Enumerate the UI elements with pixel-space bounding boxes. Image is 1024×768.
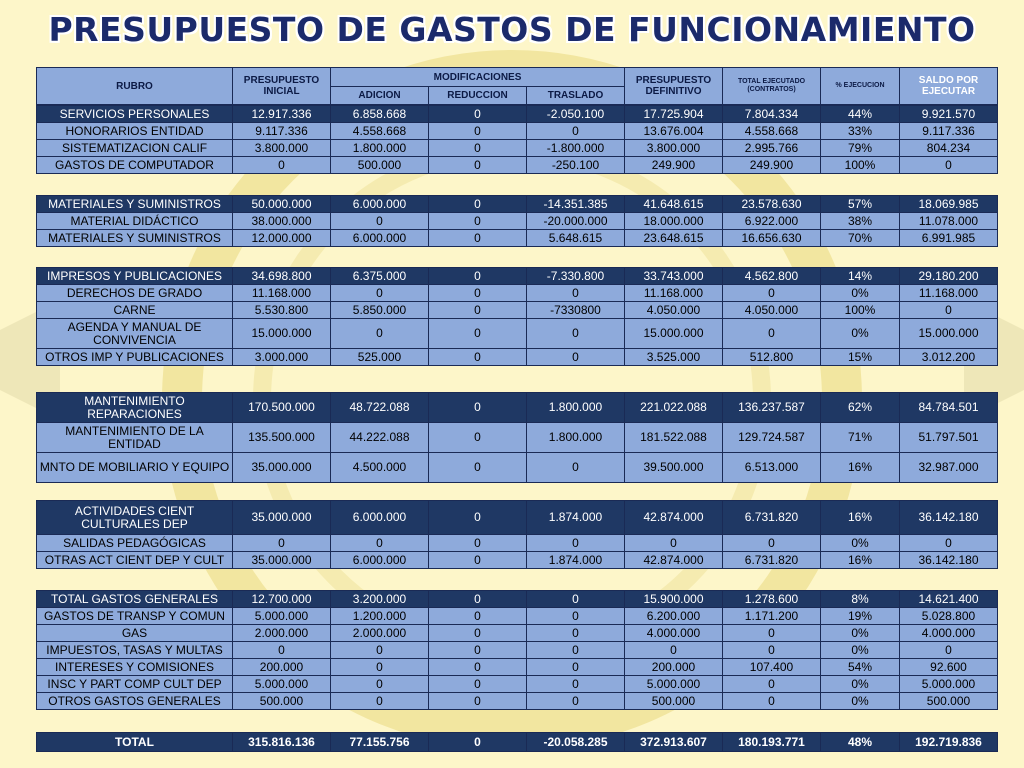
row-label-cell: OTRAS ACT CIENT DEP Y CULT bbox=[37, 552, 233, 569]
value-cell: 6.000.000 bbox=[331, 230, 429, 247]
header-modificaciones: MODIFICACIONES bbox=[331, 68, 625, 87]
value-cell: 200.000 bbox=[625, 659, 723, 676]
value-cell: 4.500.000 bbox=[331, 453, 429, 483]
value-cell: 11.168.000 bbox=[900, 285, 998, 302]
value-cell: 0 bbox=[429, 642, 527, 659]
value-cell: 0 bbox=[723, 625, 821, 642]
value-cell: 1.278.600 bbox=[723, 591, 821, 608]
value-cell: 17.725.904 bbox=[625, 106, 723, 123]
row-label-cell: IMPRESOS Y PUBLICACIONES bbox=[37, 268, 233, 285]
table-row bbox=[37, 552, 998, 569]
value-cell: 32.987.000 bbox=[900, 453, 998, 483]
value-cell: 50.000.000 bbox=[233, 196, 331, 213]
value-cell: 0% bbox=[821, 625, 900, 642]
value-cell: 44.222.088 bbox=[331, 423, 429, 453]
value-cell: 0% bbox=[821, 285, 900, 302]
value-cell: 5.000.000 bbox=[233, 608, 331, 625]
value-cell: 3.800.000 bbox=[625, 140, 723, 157]
value-cell: -20.000.000 bbox=[527, 213, 625, 230]
value-cell: 0 bbox=[429, 319, 527, 349]
row-label-cell: AGENDA Y MANUAL DE CONVIVENCIA bbox=[37, 319, 233, 349]
row-label-cell: OTROS GASTOS GENERALES bbox=[37, 693, 233, 710]
value-cell: 0 bbox=[331, 213, 429, 230]
value-cell: 0 bbox=[429, 123, 527, 140]
value-cell: 0 bbox=[527, 659, 625, 676]
header-saldo: SALDO POR EJECUTAR bbox=[900, 68, 998, 105]
value-cell: 19% bbox=[821, 608, 900, 625]
row-label-cell: MATERIAL DIDÁCTICO bbox=[37, 213, 233, 230]
value-cell: 8% bbox=[821, 591, 900, 608]
group-summary-row bbox=[37, 196, 998, 213]
value-cell: 6.991.985 bbox=[900, 230, 998, 247]
value-cell: 1.800.000 bbox=[527, 423, 625, 453]
table-row bbox=[37, 608, 998, 625]
value-cell: 0 bbox=[723, 285, 821, 302]
value-cell: 1.874.000 bbox=[527, 501, 625, 535]
table-row bbox=[37, 625, 998, 642]
value-cell: 4.562.800 bbox=[723, 268, 821, 285]
value-cell: 3.012.200 bbox=[900, 349, 998, 366]
value-cell: 16% bbox=[821, 501, 900, 535]
value-cell: 3.000.000 bbox=[233, 349, 331, 366]
table-row bbox=[37, 453, 998, 483]
row-label-cell: TOTAL GASTOS GENERALES bbox=[37, 591, 233, 608]
value-cell: 5.850.000 bbox=[331, 302, 429, 319]
header-total-ejecutado: TOTAL EJECUTADO (CONTRATOS) bbox=[723, 68, 821, 105]
value-cell: 0 bbox=[429, 608, 527, 625]
value-cell: 0 bbox=[625, 535, 723, 552]
value-cell: 500.000 bbox=[233, 693, 331, 710]
row-label-cell: INSC Y PART COMP CULT DEP bbox=[37, 676, 233, 693]
header-traslado: TRASLADO bbox=[527, 87, 625, 105]
value-cell: 0 bbox=[429, 453, 527, 483]
value-cell: 372.913.607 bbox=[625, 733, 723, 752]
value-cell: 7.804.334 bbox=[723, 106, 821, 123]
value-cell: 6.000.000 bbox=[331, 501, 429, 535]
budget-group-table bbox=[36, 267, 998, 366]
value-cell: 6.922.000 bbox=[723, 213, 821, 230]
value-cell: 77.155.756 bbox=[331, 733, 429, 752]
value-cell: 181.522.088 bbox=[625, 423, 723, 453]
value-cell: 525.000 bbox=[331, 349, 429, 366]
table-row bbox=[37, 319, 998, 349]
table-row bbox=[37, 302, 998, 319]
table-row bbox=[37, 676, 998, 693]
value-cell: 15.000.000 bbox=[233, 319, 331, 349]
value-cell: 0 bbox=[429, 552, 527, 569]
value-cell: 170.500.000 bbox=[233, 393, 331, 423]
value-cell: 0 bbox=[723, 319, 821, 349]
value-cell: 35.000.000 bbox=[233, 501, 331, 535]
value-cell: 2.000.000 bbox=[331, 625, 429, 642]
value-cell: 129.724.587 bbox=[723, 423, 821, 453]
value-cell: 0 bbox=[429, 213, 527, 230]
value-cell: 0 bbox=[900, 302, 998, 319]
value-cell: 0 bbox=[331, 535, 429, 552]
value-cell: 36.142.180 bbox=[900, 552, 998, 569]
value-cell: 15.000.000 bbox=[625, 319, 723, 349]
value-cell: 0 bbox=[429, 302, 527, 319]
value-cell: -14.351.385 bbox=[527, 196, 625, 213]
value-cell: 180.193.771 bbox=[723, 733, 821, 752]
table-row bbox=[37, 285, 998, 302]
value-cell: 33% bbox=[821, 123, 900, 140]
header-presupuesto-definitivo: PRESUPUESTO DEFINITIVO bbox=[625, 68, 723, 105]
budget-group-table bbox=[36, 590, 998, 710]
value-cell: 0 bbox=[429, 196, 527, 213]
row-label-cell: MANTENIMIENTO REPARACIONES bbox=[37, 393, 233, 423]
value-cell: 1.171.200 bbox=[723, 608, 821, 625]
value-cell: 71% bbox=[821, 423, 900, 453]
value-cell: 4.000.000 bbox=[900, 625, 998, 642]
value-cell: 41.648.615 bbox=[625, 196, 723, 213]
value-cell: 1.800.000 bbox=[331, 140, 429, 157]
value-cell: 0 bbox=[429, 625, 527, 642]
table-row bbox=[37, 693, 998, 710]
value-cell: 35.000.000 bbox=[233, 453, 331, 483]
row-label-cell: MANTENIMIENTO DE LA ENTIDAD bbox=[37, 423, 233, 453]
value-cell: 29.180.200 bbox=[900, 268, 998, 285]
value-cell: 0 bbox=[527, 591, 625, 608]
value-cell: 51.797.501 bbox=[900, 423, 998, 453]
value-cell: 0 bbox=[233, 535, 331, 552]
value-cell: 38% bbox=[821, 213, 900, 230]
value-cell: 1.874.000 bbox=[527, 552, 625, 569]
row-label-cell: INTERESES Y COMISIONES bbox=[37, 659, 233, 676]
value-cell: 48% bbox=[821, 733, 900, 752]
value-cell: 2.000.000 bbox=[233, 625, 331, 642]
row-label-cell: GASTOS DE COMPUTADOR bbox=[37, 157, 233, 174]
value-cell: 0 bbox=[527, 625, 625, 642]
value-cell: 249.900 bbox=[723, 157, 821, 174]
group-summary-row bbox=[37, 393, 998, 423]
budget-group-table bbox=[36, 392, 998, 483]
value-cell: 0 bbox=[527, 642, 625, 659]
value-cell: 5.000.000 bbox=[625, 676, 723, 693]
value-cell: 0 bbox=[429, 349, 527, 366]
row-label-cell: MNTO DE MOBILIARIO Y EQUIPO bbox=[37, 453, 233, 483]
row-label-cell: SISTEMATIZACION CALIF bbox=[37, 140, 233, 157]
value-cell: 0 bbox=[527, 285, 625, 302]
value-cell: 6.375.000 bbox=[331, 268, 429, 285]
row-label-cell: MATERIALES Y SUMINISTROS bbox=[37, 230, 233, 247]
value-cell: 0 bbox=[429, 157, 527, 174]
value-cell: 16.656.630 bbox=[723, 230, 821, 247]
value-cell: 0 bbox=[429, 285, 527, 302]
value-cell: 15.900.000 bbox=[625, 591, 723, 608]
value-cell: 0 bbox=[625, 642, 723, 659]
value-cell: 0 bbox=[331, 676, 429, 693]
value-cell: 15% bbox=[821, 349, 900, 366]
value-cell: 34.698.800 bbox=[233, 268, 331, 285]
value-cell: 0 bbox=[331, 659, 429, 676]
value-cell: 0 bbox=[331, 642, 429, 659]
group-summary-row bbox=[37, 106, 998, 123]
value-cell: 0% bbox=[821, 676, 900, 693]
group-summary-row bbox=[37, 268, 998, 285]
value-cell: 0 bbox=[527, 123, 625, 140]
value-cell: 1.800.000 bbox=[527, 393, 625, 423]
value-cell: 0 bbox=[429, 659, 527, 676]
value-cell: 0 bbox=[527, 349, 625, 366]
value-cell: 11.168.000 bbox=[625, 285, 723, 302]
value-cell: 9.117.336 bbox=[900, 123, 998, 140]
value-cell: 4.558.668 bbox=[723, 123, 821, 140]
value-cell: 6.731.820 bbox=[723, 501, 821, 535]
value-cell: 54% bbox=[821, 659, 900, 676]
value-cell: 249.900 bbox=[625, 157, 723, 174]
value-cell: 0 bbox=[429, 535, 527, 552]
value-cell: 0 bbox=[527, 693, 625, 710]
value-cell: 0 bbox=[429, 423, 527, 453]
value-cell: 135.500.000 bbox=[233, 423, 331, 453]
row-label-cell: SERVICIOS PERSONALES bbox=[37, 106, 233, 123]
value-cell: 0 bbox=[723, 676, 821, 693]
row-label-cell: TOTAL bbox=[37, 733, 233, 752]
row-label-cell: GASTOS DE TRANSP Y COMUN bbox=[37, 608, 233, 625]
value-cell: 92.600 bbox=[900, 659, 998, 676]
header-rubro: RUBRO bbox=[37, 68, 233, 105]
value-cell: 100% bbox=[821, 302, 900, 319]
value-cell: 221.022.088 bbox=[625, 393, 723, 423]
value-cell: 5.028.800 bbox=[900, 608, 998, 625]
value-cell: -20.058.285 bbox=[527, 733, 625, 752]
value-cell: 0 bbox=[233, 642, 331, 659]
value-cell: 9.921.570 bbox=[900, 106, 998, 123]
value-cell: 11.168.000 bbox=[233, 285, 331, 302]
value-cell: 12.917.336 bbox=[233, 106, 331, 123]
value-cell: -2.050.100 bbox=[527, 106, 625, 123]
value-cell: 42.874.000 bbox=[625, 501, 723, 535]
value-cell: 5.648.615 bbox=[527, 230, 625, 247]
value-cell: -250.100 bbox=[527, 157, 625, 174]
value-cell: 4.558.668 bbox=[331, 123, 429, 140]
value-cell: 44% bbox=[821, 106, 900, 123]
value-cell: 4.050.000 bbox=[723, 302, 821, 319]
value-cell: 0 bbox=[429, 591, 527, 608]
header-presupuesto-inicial: PRESUPUESTO INICIAL bbox=[233, 68, 331, 105]
row-label-cell: DERECHOS DE GRADO bbox=[37, 285, 233, 302]
value-cell: 0% bbox=[821, 642, 900, 659]
row-label-cell: GAS bbox=[37, 625, 233, 642]
row-label-cell: ACTIVIDADES CIENT CULTURALES DEP bbox=[37, 501, 233, 535]
value-cell: 0 bbox=[429, 501, 527, 535]
value-cell: 5.000.000 bbox=[233, 676, 331, 693]
value-cell: 9.117.336 bbox=[233, 123, 331, 140]
value-cell: -1.800.000 bbox=[527, 140, 625, 157]
value-cell: 0 bbox=[429, 676, 527, 693]
value-cell: 0% bbox=[821, 319, 900, 349]
budget-group-table bbox=[36, 732, 998, 752]
value-cell: 200.000 bbox=[233, 659, 331, 676]
row-label-cell: MATERIALES Y SUMINISTROS bbox=[37, 196, 233, 213]
table-row bbox=[37, 213, 998, 230]
row-label-cell: CARNE bbox=[37, 302, 233, 319]
table-row bbox=[37, 659, 998, 676]
value-cell: 12.700.000 bbox=[233, 591, 331, 608]
value-cell: 79% bbox=[821, 140, 900, 157]
budget-group-table bbox=[36, 195, 998, 247]
value-cell: 57% bbox=[821, 196, 900, 213]
value-cell: 804.234 bbox=[900, 140, 998, 157]
value-cell: 2.995.766 bbox=[723, 140, 821, 157]
value-cell: 192.719.836 bbox=[900, 733, 998, 752]
value-cell: 3.200.000 bbox=[331, 591, 429, 608]
value-cell: 3.800.000 bbox=[233, 140, 331, 157]
page-title: PRESUPUESTO DE GASTOS DE FUNCIONAMIENTO bbox=[48, 10, 976, 49]
value-cell: 0 bbox=[429, 268, 527, 285]
value-cell: 0 bbox=[723, 535, 821, 552]
header-reduccion: REDUCCION bbox=[429, 87, 527, 105]
value-cell: 16% bbox=[821, 552, 900, 569]
value-cell: 0 bbox=[527, 453, 625, 483]
row-label-cell: OTROS IMP Y PUBLICACIONES bbox=[37, 349, 233, 366]
value-cell: 0 bbox=[331, 285, 429, 302]
value-cell: 39.500.000 bbox=[625, 453, 723, 483]
table-row bbox=[37, 140, 998, 157]
value-cell: 6.200.000 bbox=[625, 608, 723, 625]
value-cell: 0 bbox=[900, 642, 998, 659]
value-cell: 16% bbox=[821, 453, 900, 483]
table-row bbox=[37, 349, 998, 366]
value-cell: 62% bbox=[821, 393, 900, 423]
budget-group-table bbox=[36, 105, 998, 174]
table-row bbox=[37, 123, 998, 140]
value-cell: 36.142.180 bbox=[900, 501, 998, 535]
value-cell: 0 bbox=[527, 608, 625, 625]
value-cell: 6.731.820 bbox=[723, 552, 821, 569]
value-cell: 48.722.088 bbox=[331, 393, 429, 423]
value-cell: 107.400 bbox=[723, 659, 821, 676]
total-row bbox=[37, 733, 998, 752]
header-adicion: ADICION bbox=[331, 87, 429, 105]
header-porc-ejecucion: % EJECUCION bbox=[821, 68, 900, 105]
value-cell: 23.648.615 bbox=[625, 230, 723, 247]
value-cell: 15.000.000 bbox=[900, 319, 998, 349]
table-row bbox=[37, 157, 998, 174]
table-row bbox=[37, 423, 998, 453]
value-cell: 4.000.000 bbox=[625, 625, 723, 642]
value-cell: 500.000 bbox=[900, 693, 998, 710]
value-cell: 11.078.000 bbox=[900, 213, 998, 230]
value-cell: 84.784.501 bbox=[900, 393, 998, 423]
table-row bbox=[37, 230, 998, 247]
table-row bbox=[37, 642, 998, 659]
value-cell: 512.800 bbox=[723, 349, 821, 366]
value-cell: 14% bbox=[821, 268, 900, 285]
group-summary-row bbox=[37, 501, 998, 535]
value-cell: 0 bbox=[331, 693, 429, 710]
value-cell: 0 bbox=[723, 693, 821, 710]
value-cell: 13.676.004 bbox=[625, 123, 723, 140]
value-cell: 0 bbox=[429, 693, 527, 710]
value-cell: 0 bbox=[429, 140, 527, 157]
value-cell: 0 bbox=[429, 106, 527, 123]
value-cell: 14.621.400 bbox=[900, 591, 998, 608]
value-cell: 5.000.000 bbox=[900, 676, 998, 693]
value-cell: 0 bbox=[429, 230, 527, 247]
value-cell: 500.000 bbox=[625, 693, 723, 710]
value-cell: 12.000.000 bbox=[233, 230, 331, 247]
value-cell: 38.000.000 bbox=[233, 213, 331, 230]
value-cell: 0% bbox=[821, 693, 900, 710]
value-cell: 6.858.668 bbox=[331, 106, 429, 123]
value-cell: 4.050.000 bbox=[625, 302, 723, 319]
row-label-cell: SALIDAS PEDAGÓGICAS bbox=[37, 535, 233, 552]
value-cell: 33.743.000 bbox=[625, 268, 723, 285]
value-cell: 1.200.000 bbox=[331, 608, 429, 625]
value-cell: 23.578.630 bbox=[723, 196, 821, 213]
value-cell: 70% bbox=[821, 230, 900, 247]
value-cell: 18.000.000 bbox=[625, 213, 723, 230]
value-cell: 500.000 bbox=[331, 157, 429, 174]
value-cell: 0 bbox=[527, 319, 625, 349]
value-cell: 315.816.136 bbox=[233, 733, 331, 752]
value-cell: 0 bbox=[233, 157, 331, 174]
value-cell: 0 bbox=[429, 393, 527, 423]
value-cell: 42.874.000 bbox=[625, 552, 723, 569]
value-cell: 0 bbox=[429, 733, 527, 752]
value-cell: 3.525.000 bbox=[625, 349, 723, 366]
value-cell: 136.237.587 bbox=[723, 393, 821, 423]
budget-table-header bbox=[36, 67, 998, 105]
value-cell: 0 bbox=[900, 535, 998, 552]
value-cell: 0 bbox=[723, 642, 821, 659]
row-label-cell: IMPUESTOS, TASAS Y MULTAS bbox=[37, 642, 233, 659]
value-cell: 0 bbox=[527, 676, 625, 693]
value-cell: 6.000.000 bbox=[331, 196, 429, 213]
value-cell: 100% bbox=[821, 157, 900, 174]
row-label-cell: HONORARIOS ENTIDAD bbox=[37, 123, 233, 140]
value-cell: -7330800 bbox=[527, 302, 625, 319]
value-cell: 0% bbox=[821, 535, 900, 552]
value-cell: 18.069.985 bbox=[900, 196, 998, 213]
value-cell: 35.000.000 bbox=[233, 552, 331, 569]
value-cell: 0 bbox=[527, 535, 625, 552]
group-summary-row bbox=[37, 591, 998, 608]
budget-group-table bbox=[36, 500, 998, 569]
value-cell: 6.513.000 bbox=[723, 453, 821, 483]
value-cell: 0 bbox=[331, 319, 429, 349]
value-cell: 5.530.800 bbox=[233, 302, 331, 319]
value-cell: 6.000.000 bbox=[331, 552, 429, 569]
table-row bbox=[37, 535, 998, 552]
value-cell: 0 bbox=[900, 157, 998, 174]
value-cell: -7.330.800 bbox=[527, 268, 625, 285]
